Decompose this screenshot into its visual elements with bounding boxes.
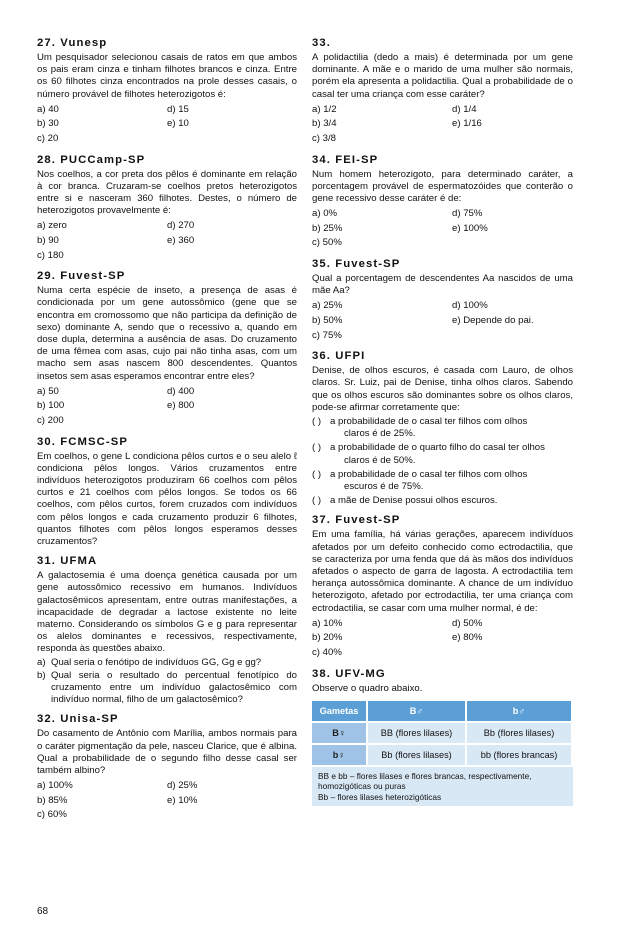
question-text: Num homem heterozigoto, para determinado caráter, a porcentagem provável de espermatozóides que conterão o gene recessivo desse caráter é de: [312,168,573,204]
item-text: a probabilidade de o quarto filho do casal ter olhos [330,442,545,454]
option: a) 10% [312,617,343,629]
option: c) 60% [37,809,67,821]
sub-question-a [37,657,297,669]
legend-line: Bb – flores lilases heterozigóticas [318,792,442,802]
option: e) 1/16 [452,118,482,130]
option: d) 75% [452,208,483,220]
table-cell: Bb (flores lilases) [467,723,571,743]
answer-options [312,103,573,147]
option [452,329,573,344]
question-header: 28. PUCCamp-SP [37,153,146,166]
item-text-cont: claros é de 25%. [344,428,416,440]
question-header: 31. UFMA [37,555,98,568]
table-row [312,723,571,743]
option: a) 40 [37,103,59,115]
true-false-item [312,495,573,507]
sub-question-label: b) [37,669,46,681]
question-text: Em coelhos, o gene L condiciona pêlos curtos e o seu alelo ℓ condiciona pêlos longos. Vários cruzamentos entre indivíduos heterozigotos produziram 66 coelhos com pêlos curtos e 21 coelhos com pêlos longos. Se todos os 66 coelhos, com pêlos curtos, forem cruzados com indivíduos com pêlos longos e cada cruzamento produzir 6 filhotes, quantos filhotes com pêlos longos esperamos desses cruzamentos? [37,450,297,548]
question-header: 37. Fuvest-SP [312,514,401,527]
question-text: Observe o quadro abaixo. [312,682,423,694]
answer-options [312,207,573,251]
question-37 [312,513,573,660]
option: e) 800 [167,400,195,412]
option: e) 10 [167,118,189,130]
option: b) 30 [37,118,59,130]
question-header: 38. UFV-MG [312,667,386,680]
option: b) 3/4 [312,118,337,130]
option: d) 400 [167,385,195,397]
item-text: a mãe de Denise possui olhos escuros. [330,495,498,507]
option: c) 200 [37,415,64,426]
option: a) 1/2 [312,103,337,115]
question-28 [37,153,297,264]
option [167,132,297,147]
answer-options [312,617,573,661]
question-text: Qual a porcentagem de descendentes Aa nascidos de uma mãe Aa? [312,272,573,297]
option: b) 100 [37,400,65,412]
answer-options [37,103,297,147]
option: c) 40% [312,647,342,659]
question-text: A galactosemia é uma doença genética causada por um gene autossômico recessivo em humanos. Indivíduos galactosêmicos apresentam, entre outras manifestações, a incapacidade de degradar a lactose existente no leite materno. Considerando os símbolos G e g para representar os alelos dominantes e recessivos, respectivamente, responda às questões abaixo. [37,570,297,655]
option: c) 20 [37,133,59,144]
option: e) 10% [167,794,198,806]
answer-blank: ( ) [312,468,322,480]
option: a) 100% [37,780,73,792]
item-text-cont: escuros é de 75%. [344,481,424,492]
answer-blank: ( ) [312,442,322,454]
question-38 [312,667,573,806]
option: d) 15 [167,103,189,115]
right-column [312,34,573,812]
question-29 [37,269,297,428]
question-33 [312,36,573,147]
option: e) Depende do pai. [452,314,534,326]
answer-blank: ( ) [312,495,322,507]
sub-question-b [37,670,297,707]
question-27 [37,36,297,147]
option [452,132,573,147]
answer-options [312,299,573,343]
question-header: 36. UFPI [312,350,366,363]
answer-options [37,779,297,823]
option [167,808,297,823]
option: d) 25% [167,780,198,792]
left-column [37,34,297,829]
option: e) 80% [452,632,483,644]
option: a) zero [37,220,67,232]
question-text: Do casamento de Antônio com Marília, ambos normais para o caráter pigmentação da pele, nasceu Clarice, que é albina. Qual a probabilidade de o segundo filho desse casal ser também albino? [37,728,297,777]
question-34 [312,153,573,251]
question-36 [312,349,573,507]
question-text: Um pesquisador selecionou casais de ratos em que ambos os pais eram cinza e tinham filhotes brancos e cinza. Entre os 60 filhotes cinza encontrados na prole desses casais, o número provável de filhotes heterozigotos é: [37,52,297,100]
table-legend-note [312,767,573,806]
option: a) 25% [312,300,343,312]
sub-question-label: a) [37,656,46,668]
option: a) 0% [312,208,338,220]
page-number: 68 [37,906,49,917]
option: c) 180 [37,249,64,261]
option: e) 360 [167,235,195,246]
true-false-item [312,442,573,466]
option: c) 50% [312,237,342,249]
option: b) 25% [312,222,343,234]
option [167,414,297,429]
answer-options [37,385,297,429]
option: a) 50 [37,385,59,397]
option: b) 85% [37,794,68,806]
option: c) 75% [312,329,342,341]
question-text: Denise, de olhos escuros, é casada com Lauro, de olhos claros. Sr. Luiz, pai de Denise, tinha olhos claros. Sabendo que os olhos escuros são dominantes sobre os olhos claros, pode-se afirmar corretamente que: [312,365,573,413]
question-text: Nos coelhos, a cor preta dos pêlos é dominante em relação à cor branca. Cruzaram-se coelhos pretos heterozigotos entre si e nasceram 360 filhotes. Destes, o número de heterozigotos provavelmente é: [37,168,297,217]
question-text: A polidactilia (dedo a mais) é determinada por um gene dominante. A mãe e o marido de uma mulher são normais, porém ela apresenta a polidactilia. Qual a probabilidade de o casal ter uma criança com esse caráter? [312,52,573,100]
question-header: 27. Vunesp [37,37,108,49]
option: d) 1/4 [452,103,477,115]
table-header: B♂ [368,701,465,721]
table-header: Gametas [312,701,366,721]
question-32 [37,712,297,823]
option [167,249,297,264]
table-cell: BB (flores lilases) [368,723,465,743]
option: e) 100% [452,222,488,234]
table-cell: bb (flores brancas) [467,745,571,765]
answer-blank: ( ) [312,415,322,427]
table-header-row [312,701,571,721]
question-header: 34. FEI-SP [312,153,379,166]
question-header: 29. Fuvest-SP [37,270,126,283]
option: d) 50% [452,617,483,629]
question-30 [37,435,297,549]
row-header: B♀ [312,723,366,743]
question-31 [37,554,297,706]
item-text: a probabilidade de o casal ter filhos com olhos [330,415,528,427]
true-false-item [312,416,573,440]
table-row [312,745,571,765]
sub-question-text: Qual seria o fenótipo de indivíduos GG, Gg e gg? [51,656,262,668]
answer-options [37,219,297,263]
table-header: b♂ [467,701,571,721]
row-header: b♀ [312,745,366,765]
option: d) 100% [452,300,488,312]
question-text: Numa certa espécie de inseto, a presença de asas é condicionada por um gene autossômico (gene que se encontra em cromossomo que não participa da definição de sexo) dominante A, sendo que o recessivo a, quando em dose dupla, determina a ausência de asas. Do cruzamento de uma fêmea com asas, cujo pai não tinha asas, com um macho sem asas nascem 800 descendentes. Quantos insetos sem asas esperamos encontrar entre eles? [37,285,297,382]
option [452,236,573,251]
option: b) 20% [312,632,343,644]
gametes-table [310,699,573,767]
table-cell: Bb (flores lilases) [368,745,465,765]
question-header: 35. Fuvest-SP [312,257,401,270]
option: c) 3/8 [312,133,336,144]
option [452,646,573,661]
sub-question-text: Qual seria o resultado do percentual fenotípico do cruzamento entre um indivíduo galactosêmico com indivíduo normal, filho de um galactosêmico? [51,669,297,706]
question-header: 30. FCMSC-SP [37,435,129,448]
question-header: 32. Unisa-SP [37,713,119,726]
item-text: a probabilidade de o casal ter filhos com olhos [330,468,528,480]
question-text: Em uma família, há várias gerações, aparecem indivíduos afetados por um defeito conhecido como ectrodactilia, que se caracteriza por uma fenda que dá às mãos dos indivíduos afetados o aspecto de garra de lagosta. A ectrodactilia tem herança autossômica dominante. A chance de um indivíduo heterozigoto, afetado por ectrodactilia, ter uma criança com ectrodactilia, se casar com uma mulher normal, é de: [312,529,573,614]
option: b) 90 [37,235,59,246]
item-text-cont: claros é de 50%. [344,454,416,466]
legend-line: BB e bb – flores lilases e flores brancas, respectivamente, homozigóticas ou puras [318,770,532,792]
question-header: 33. [312,37,332,49]
true-false-item [312,469,573,493]
option: d) 270 [167,220,195,232]
question-35 [312,257,573,343]
option: b) 50% [312,314,343,326]
